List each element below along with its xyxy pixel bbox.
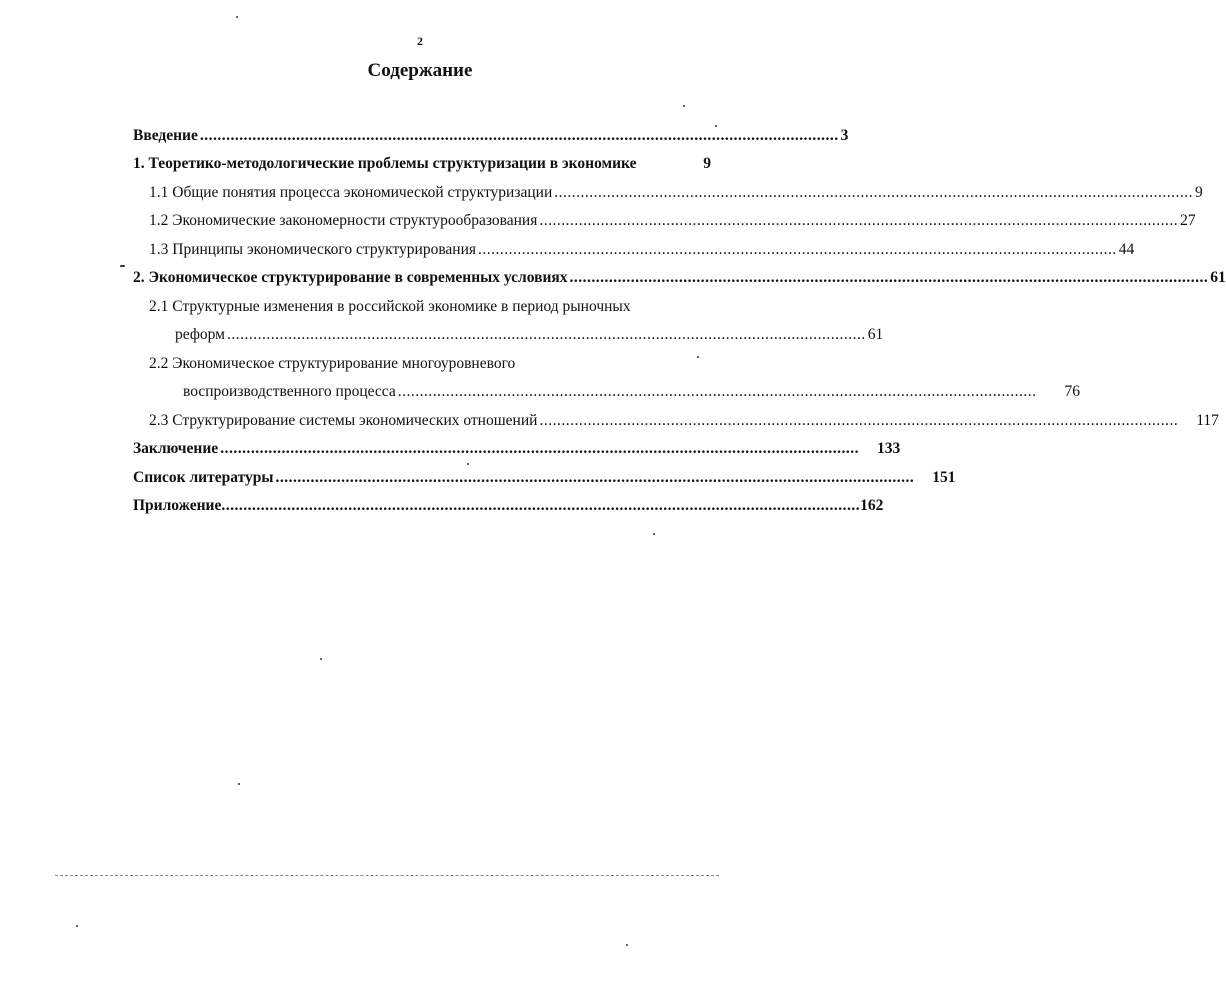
toc-entry-page: 61 bbox=[867, 326, 884, 343]
scan-speck bbox=[76, 925, 78, 927]
toc-entry-title: 1.2 Экономические закономерности структурообразования bbox=[149, 212, 538, 229]
toc-leader-dots: .................................................................................................................................................. bbox=[554, 184, 1193, 201]
toc-leader-dots: .................................................................................................................................................. bbox=[397, 383, 1037, 400]
toc-entry-section-2-2-line-1: 2.2 Экономическое структурирование многоуровневого bbox=[149, 355, 516, 372]
toc-entry-section-2-2 bbox=[183, 381, 1080, 403]
toc-leader-dots: .................................................................................................................................................. bbox=[220, 440, 859, 457]
toc-leader-dots: .................................................................................................................................................. bbox=[539, 212, 1179, 229]
toc-entry-section-1-3 bbox=[149, 239, 1135, 261]
toc-leader-dots: .................................................................................................................................................. bbox=[478, 241, 1117, 258]
toc-entry-title: Приложение bbox=[133, 497, 222, 514]
toc-entry-title-continuation: воспроизводственного процесса bbox=[183, 383, 396, 400]
toc-entry-title: Заключение bbox=[133, 440, 219, 457]
toc-entry-title: 1.3 Принципы экономического структурирования bbox=[149, 241, 477, 258]
toc-leader-dots: .................................................................................................................................................. bbox=[226, 326, 866, 343]
toc-entry-appendix bbox=[133, 495, 884, 517]
toc-entry-conclusion bbox=[133, 438, 901, 460]
toc-entry-title: 1. Теоретико-методологические проблемы структуризации в экономике bbox=[133, 155, 637, 172]
scan-speck bbox=[697, 356, 699, 358]
scan-speck bbox=[683, 105, 685, 107]
scan-speck bbox=[467, 463, 469, 465]
scan-speck bbox=[320, 658, 322, 660]
toc-leader-dots: .................................................................................................................................................. bbox=[199, 127, 839, 144]
toc-entry-section-1-1 bbox=[149, 182, 1203, 204]
toc-entry-section-2-3 bbox=[149, 410, 1219, 432]
scan-speck bbox=[653, 533, 655, 535]
toc-leader-dots: .................................................................................................................................................. bbox=[275, 469, 915, 486]
toc-entry-title-continuation: реформ bbox=[175, 326, 225, 343]
toc-entry-chapter-2 bbox=[133, 267, 1226, 289]
toc-entry-section-2-1-line-1: 2.1 Структурные изменения в российской экономике в период рыночных bbox=[149, 298, 631, 315]
toc-leader-dots: .................................................................................................................................................. bbox=[539, 412, 1179, 429]
scan-speck bbox=[626, 944, 628, 946]
toc-entry-page: 27 bbox=[1180, 212, 1196, 229]
scan-speck bbox=[120, 265, 125, 267]
toc-entry-page: 151 bbox=[932, 469, 956, 486]
toc-entry-page: 133 bbox=[876, 440, 901, 457]
toc-entry-title: 2.3 Структурирование системы экономических отношений bbox=[149, 412, 538, 429]
scan-speck bbox=[236, 16, 238, 18]
toc-leader-dots: .................................................................................................................................................. bbox=[221, 497, 861, 514]
toc-entry-chapter-1 bbox=[133, 153, 711, 175]
toc-entry-page: 61 bbox=[1210, 269, 1226, 286]
toc-entry-section-2-1 bbox=[175, 324, 884, 346]
toc-leader-dots: .................................................................................................................................................. bbox=[569, 269, 1209, 286]
toc-entry-page: 3 bbox=[840, 127, 849, 144]
toc-entry-title: Введение bbox=[133, 127, 198, 144]
toc-entry-title: 2. Экономическое структурирование в современных условиях bbox=[133, 269, 568, 286]
toc-entry-section-1-2 bbox=[149, 210, 1196, 232]
toc-entry-page: 9 bbox=[703, 155, 711, 172]
page-number: 2 bbox=[417, 34, 423, 48]
page-title: Содержание bbox=[367, 60, 473, 81]
toc-entry-page: 9 bbox=[1195, 184, 1203, 201]
toc-entry-page: 76 bbox=[1064, 383, 1080, 400]
toc-entry-title: 1.1 Общие понятия процесса экономической структуризации bbox=[149, 184, 553, 201]
toc-entry-intro bbox=[133, 125, 849, 147]
toc-entry-page: 162 bbox=[860, 497, 884, 514]
toc-entry-title: Список литературы bbox=[133, 469, 274, 486]
scan-speck bbox=[715, 125, 717, 127]
scan-artifact-line bbox=[55, 875, 719, 876]
toc-entry-bibliography bbox=[133, 467, 956, 489]
toc-entry-page: 117 bbox=[1196, 412, 1219, 429]
scan-speck bbox=[238, 783, 240, 785]
toc-entry-page: 44 bbox=[1118, 241, 1135, 258]
